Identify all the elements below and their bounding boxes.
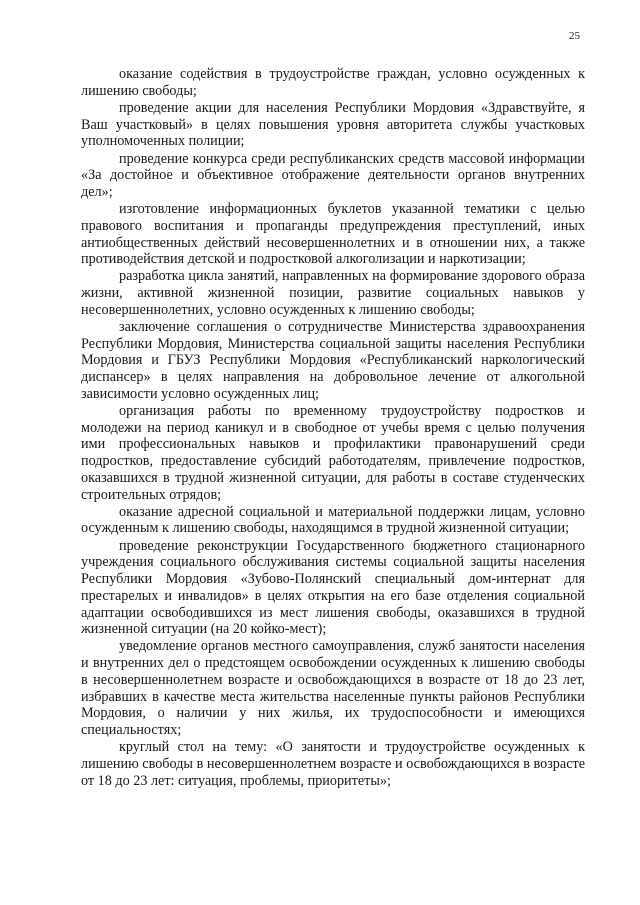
paragraph: круглый стол на тему: «О занятости и трудоустройстве осужденных к лишению свободы в несовершеннолетнем возрасте и освобождающихся в возрасте от 18 до 23 лет: ситуация, проблемы, приоритеты»; [81, 739, 585, 789]
paragraph: оказание адресной социальной и материальной поддержки лицам, условно осужденным к лишению свободы, находящимся в трудной жизненной ситуации; [81, 503, 585, 537]
paragraph: проведение реконструкции Государственного бюджетного стационарного учреждения социального обслуживания системы социальной защиты населения Республики Мордовия «Зубово-Полянский специальный дом-интернат для престарелых и инвалидов» в целях открытия на его базе отделения социальной адаптации освободившихся из мест лишения свободы, оказавшихся в трудной жизненной ситуации (на 20 койко-мест); [81, 537, 585, 638]
paragraph: разработка цикла занятий, направленных на формирование здорового образа жизни, активной жизненной позиции, развитие социальных навыков у несовершеннолетних, условно осужденных к лишению свободы; [81, 268, 585, 318]
paragraph: оказание содействия в трудоустройстве граждан, условно осужденных к лишению свободы; [81, 66, 585, 99]
paragraph: организация работы по временному трудоустройству подростков и молодежи на период каникул и в свободное от учебы время с целью получения ими профессиональных навыков и профилактики правонарушений среди подростков, предоставление субсидий работодателям, привлечение подростков, оказавшихся в трудной жизненной ситуации, для работы в составе студенческих строительных отрядов; [81, 403, 585, 503]
page-number: 25 [569, 30, 580, 42]
body-text [81, 66, 585, 789]
paragraph: проведение акции для населения Республики Мордовия «Здравствуйте, я Ваш участковый» в целях повышения уровня авторитета службы участковых уполномоченных полиции; [81, 99, 585, 150]
paragraph: заключение соглашения о сотрудничестве Министерства здравоохранения Республики Мордовия, Министерства социальной защиты населения Республики Мордовия и ГБУЗ Республики Мордовия «Республиканский наркологический диспансер» в целях направления на добровольное лечение от алкогольной зависимости условно осужденных лиц; [81, 319, 585, 402]
paragraph: изготовление информационных буклетов указанной тематики с целью правового воспитания и пропаганды предупреждения преступлений, иных антиобщественных действий несовершеннолетних и в отношении них, а также противодействия детской и подростковой алкоголизации и наркотизации; [81, 201, 585, 268]
paragraph: проведение конкурса среди республиканских средств массовой информации «За достойное и объективное отображение деятельности органов внутренних дел»; [81, 150, 585, 200]
paragraph: уведомление органов местного самоуправления, служб занятости населения и внутренних дел о предстоящем освобождении осужденных к лишению свободы в несовершеннолетнем возрасте и освобождающихся в возрасте от 18 до 23 лет, избравших в качестве места жительства населенные пункты районов Республики Мордовия, о наличии у них жилья, их трудоспособности и имеющихся специальностях; [81, 638, 585, 738]
